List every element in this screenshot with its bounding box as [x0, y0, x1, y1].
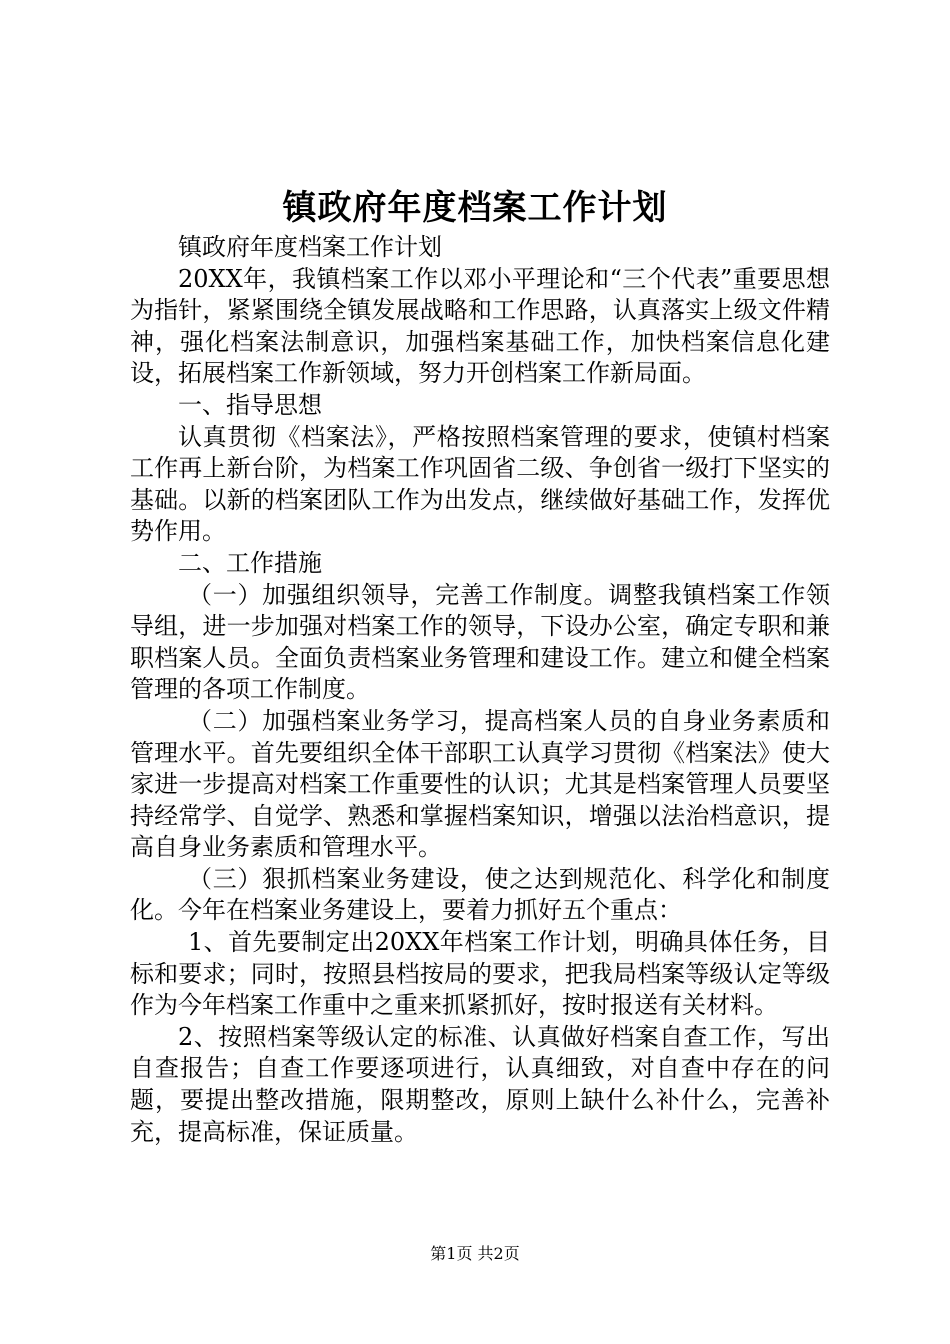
paragraph-guiding-thought: 认真贯彻《档案法》，严格按照档案管理的要求，使镇村档案工作再上新台阶，为档案工作巩固省二级、争创省一级打下坚实的基础。以新的档案团队工作为出发点，继续做好基础工作，发挥优势作用。: [130, 422, 830, 546]
paragraph-intro: 20XX年，我镇档案工作以邓小平理论和“三个代表”重要思想为指针，紧紧围绕全镇发展战略和工作思路，认真落实上级文件精神，强化档案法制意识，加强档案基础工作，加快档案信息化建设，拓展档案工作新领域，努力开创档案工作新局面。: [130, 264, 830, 388]
document-body: [130, 232, 830, 1148]
paragraph-measure-1: （一）加强组织领导，完善工作制度。调整我镇档案工作领导组，进一步加强对档案工作的领导，下设办公室，确定专职和兼职档案人员。全面负责档案业务管理和建设工作。建立和健全档案管理的各项工作制度。: [130, 580, 830, 704]
section-heading-work-measures: 二、工作措施: [178, 548, 322, 577]
section-heading-guiding-thought: 一、指导思想: [178, 390, 322, 419]
paragraph-subtitle: 镇政府年度档案工作计划: [178, 233, 442, 261]
paragraph-item-1: 1、首先要制定出20XX年档案工作计划，明确具体任务，目标和要求；同时，按照县档按局的要求，把我局档案等级认定等级作为今年档案工作重中之重来抓紧抓好，按时报送有关材料。: [130, 928, 830, 1020]
page-footer: 第1页 共2页: [430, 1244, 520, 1263]
paragraph-item-2: 2、按照档案等级认定的标准、认真做好档案自查工作，写出自查报告；自查工作要逐项进行，认真细致，对自查中存在的问题，要提出整改措施，限期整改，原则上缺什么补什么，完善补充，提高标准，保证质量。: [130, 1022, 830, 1146]
paragraph-measure-3: （三）狠抓档案业务建设，使之达到规范化、科学化和制度化。今年在档案业务建设上，要着力抓好五个重点：: [130, 864, 830, 925]
paragraph-measure-2: （二）加强档案业务学习，提高档案人员的自身业务素质和管理水平。首先要组织全体干部职工认真学习贯彻《档案法》使大家进一步提高对档案工作重要性的认识；尤其是档案管理人员要坚持经常学、自觉学、熟悉和掌握档案知识，增强以法治档意识，提高自身业务素质和管理水平。: [130, 706, 830, 862]
document-title: 镇政府年度档案工作计划: [282, 188, 668, 228]
